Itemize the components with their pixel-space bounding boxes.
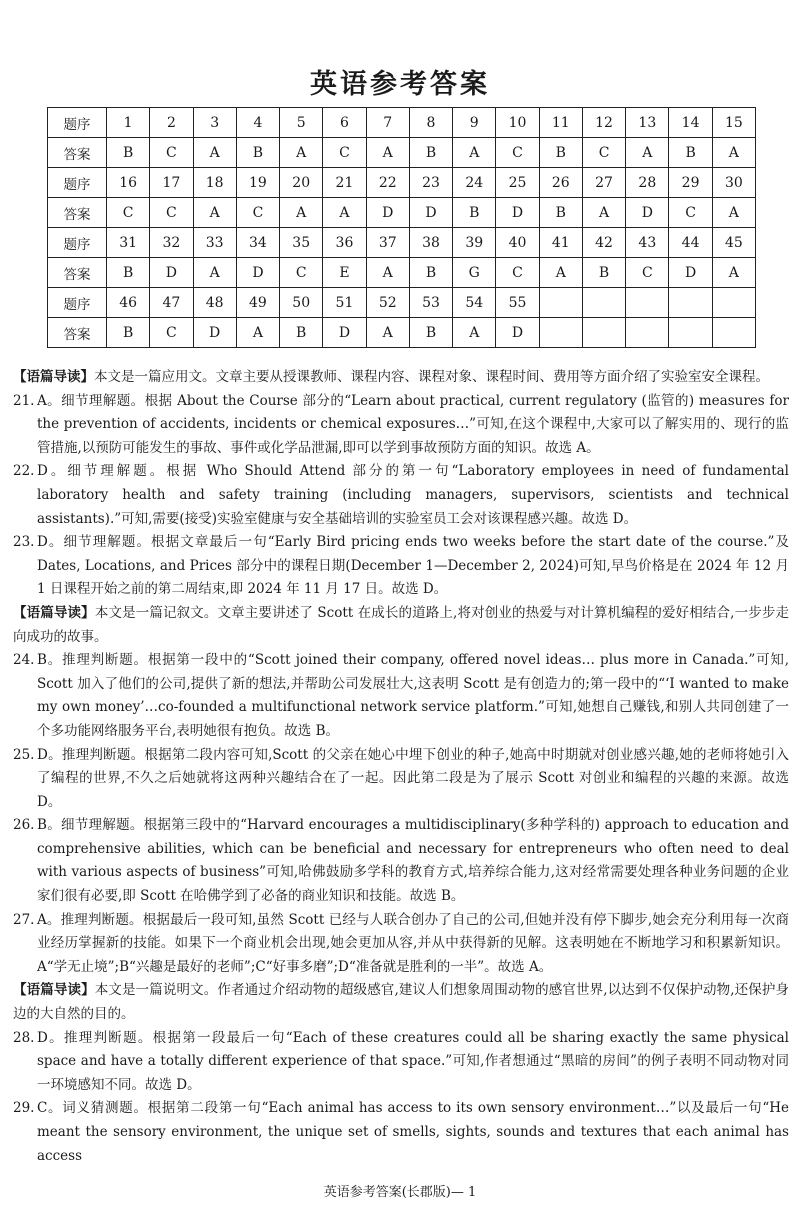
table-cell: D [496, 318, 539, 348]
table-cell: 9 [453, 108, 496, 138]
answer-table-row [48, 108, 756, 138]
table-cell: A [236, 318, 279, 348]
table-cell: D [366, 198, 409, 228]
table-cell: A [712, 258, 755, 288]
table-cell: C [323, 138, 366, 168]
page-footer: 英语参考答案(长郡版)— 1 [323, 1185, 477, 1200]
table-cell: 15 [712, 108, 755, 138]
table-cell: 14 [669, 108, 712, 138]
table-cell: A [193, 198, 236, 228]
table-cell: 46 [107, 288, 150, 318]
table-cell: 32 [150, 228, 193, 258]
table-cell: 17 [150, 168, 193, 198]
explanation-text: D。细节理解题。根据文章最后一句“Early Bird pricing ends two weeks before the start date of the course.”及 Dates, Locations, and Prices 部分中的课程日期(December 1—December 2, 2024)可知,早鸟价格是在 2024 年 12 月 1 日课程开始之前的第二周结束,即 2024 年 11 月 17 日。故选 D。 [37, 534, 789, 598]
table-cell: C [582, 138, 625, 168]
table-cell: 20 [280, 168, 323, 198]
answer-table-row [48, 258, 756, 288]
explanation-content [13, 366, 789, 1168]
question-explanation [13, 1097, 789, 1168]
table-cell: A [366, 318, 409, 348]
table-cell: 5 [280, 108, 323, 138]
table-cell [669, 288, 712, 318]
table-cell: D [323, 318, 366, 348]
table-cell: A [453, 318, 496, 348]
answer-table-row [48, 288, 756, 318]
table-cell: 44 [669, 228, 712, 258]
explanation-text: B。推理判断题。根据第一段中的“Scott joined their company, offered novel ideas… plus more in Canada.”可知, Scott 加入了他们的公司,提供了新的想法,并帮助公司发展壮大,这表明 Scott 是有创造力的;第一段中的“‘I wanted to make my own money’…co-founded a multifunctional network service platform.”可知,她想自己赚钱,和别人共同创建了一个多功能网络服务平台,表明她很有抱负。故选 B。 [37, 652, 789, 739]
table-cell: 27 [582, 168, 625, 198]
table-cell: A [366, 258, 409, 288]
table-cell: 45 [712, 228, 755, 258]
table-cell [712, 288, 755, 318]
question-explanation [13, 744, 789, 815]
table-cell: E [323, 258, 366, 288]
question-number: 21. [13, 392, 35, 409]
table-cell: B [107, 318, 150, 348]
table-cell: A [280, 138, 323, 168]
table-cell: 2 [150, 108, 193, 138]
explanation-text: B。细节理解题。根据第三段中的“Harvard encourages a multidisciplinary(多种学科的) approach to education and comprehensive abilities, which can be beneficial and necessary for entrepreneurs who often need to deal with various aspects of business”可知,哈佛鼓励多学科的教育方式,培养综合能力,这对经常需要处理各种业务问题的企业家们很有必要,即 Scott 在哈佛学到了必备的商业知识和技能。故选 B。 [37, 817, 789, 905]
table-cell: 47 [150, 288, 193, 318]
intro-text: 本文是一篇应用文。文章主要从授课教师、课程内容、课程对象、课程时间、费用等方面介绍了实验室安全课程。 [94, 369, 769, 385]
table-cell: 49 [236, 288, 279, 318]
table-cell: A [712, 198, 755, 228]
table-cell: C [107, 198, 150, 228]
table-cell [539, 318, 582, 348]
table-cell: 35 [280, 228, 323, 258]
question-number: 28. [13, 1029, 35, 1046]
table-cell: A [626, 138, 669, 168]
question-explanation [13, 909, 789, 980]
row-header: 题序 [48, 108, 107, 138]
row-header: 答案 [48, 318, 107, 348]
table-cell: D [193, 318, 236, 348]
table-cell: C [626, 258, 669, 288]
explanation-text: D。推理判断题。根据第一段最后一句“Each of these creatures could all be sharing exactly the same physical space and have a totally different experience of that space.”可知,作者想通过“黑暗的房间”的例子表明不同动物对同一环境感知不同。故选 D。 [37, 1029, 789, 1093]
table-cell: 12 [582, 108, 625, 138]
table-cell: 43 [626, 228, 669, 258]
table-cell: 42 [582, 228, 625, 258]
question-number: 24. [13, 652, 35, 669]
passage-intro [13, 602, 789, 649]
question-explanation [13, 1027, 789, 1098]
table-cell: 25 [496, 168, 539, 198]
table-cell: 55 [496, 288, 539, 318]
table-cell: A [193, 258, 236, 288]
table-cell: B [539, 138, 582, 168]
answer-table-row [48, 318, 756, 348]
table-cell: B [582, 258, 625, 288]
table-cell: 26 [539, 168, 582, 198]
table-cell: A [366, 138, 409, 168]
table-cell: 22 [366, 168, 409, 198]
table-cell: A [193, 138, 236, 168]
question-number: 25. [13, 746, 35, 763]
table-cell: 11 [539, 108, 582, 138]
table-cell: A [582, 198, 625, 228]
question-number: 27. [13, 911, 35, 928]
intro-tag: 【语篇导读】 [13, 604, 95, 621]
intro-text: 本文是一篇说明文。作者通过介绍动物的超级感官,建议人们想象周围动物的感官世界,以达到不仅保护动物,还保护身边的大自然的目的。 [13, 982, 790, 1023]
table-cell: 23 [409, 168, 452, 198]
explanation-text: D。推理判断题。根据第二段内容可知,Scott 的父亲在她心中埋下创业的种子,她高中时期就对创业感兴趣,她的老师将她引入了编程的世界,不久之后她就将这两种兴趣结合在了一起。因此第二段是为了展示 Scott 对创业和编程的兴趣的来源。故选 D。 [37, 746, 789, 810]
intro-text: 本文是一篇记叙文。文章主要讲述了 Scott 在成长的道路上,将对创业的热爱与对计算机编程的爱好相结合,一步步走向成功的故事。 [13, 604, 790, 645]
table-cell: B [107, 258, 150, 288]
table-cell [582, 318, 625, 348]
table-cell: 40 [496, 228, 539, 258]
table-cell: C [280, 258, 323, 288]
table-cell: 10 [496, 108, 539, 138]
table-cell: B [409, 258, 452, 288]
table-cell [539, 288, 582, 318]
table-cell [712, 318, 755, 348]
table-cell [669, 318, 712, 348]
table-cell: 54 [453, 288, 496, 318]
table-cell: 16 [107, 168, 150, 198]
table-cell: C [150, 318, 193, 348]
question-number: 29. [13, 1100, 35, 1117]
table-cell: B [539, 198, 582, 228]
table-cell: 30 [712, 168, 755, 198]
table-cell: B [236, 138, 279, 168]
table-cell: 53 [409, 288, 452, 318]
table-cell: C [236, 198, 279, 228]
table-cell: 3 [193, 108, 236, 138]
question-explanation [13, 531, 789, 602]
question-explanation [13, 390, 789, 461]
table-cell: D [236, 258, 279, 288]
table-cell: 31 [107, 228, 150, 258]
table-cell: G [453, 258, 496, 288]
table-cell: B [409, 138, 452, 168]
table-cell: 6 [323, 108, 366, 138]
table-cell: 37 [366, 228, 409, 258]
table-cell: C [496, 138, 539, 168]
table-cell: B [453, 198, 496, 228]
table-cell: 48 [193, 288, 236, 318]
answer-table-row [48, 138, 756, 168]
intro-tag: 【语篇导读】 [13, 369, 94, 385]
question-number: 23. [13, 534, 35, 551]
table-cell [626, 288, 669, 318]
table-cell: 38 [409, 228, 452, 258]
table-cell [582, 288, 625, 318]
passage-intro [13, 366, 789, 390]
table-cell: 4 [236, 108, 279, 138]
table-cell [626, 318, 669, 348]
explanation-text: A。推理判断题。根据最后一段可知,虽然 Scott 已经与人联合创办了自己的公司,但她并没有停下脚步,她会充分利用每一次商业经历掌握新的技能。如果下一个商业机会出现,她会更加从容,并从中获得新的见解。这表明她在不断地学习和积累新知识。A“学无止境”;B“兴趣是最好的老师”;C“好事多磨”;D“准备就是胜利的一半”。故选 A。 [37, 911, 789, 975]
table-cell: 51 [323, 288, 366, 318]
explanation-text: D。细节理解题。根据 Who Should Attend 部分的第一句“Laboratory employees in need of fundamental laboratory health and safety training (including managers, supervisors, scientists and technical assistants).”可知,需要(接受)实验室健康与安全基础培训的实验室员工会对该课程感兴趣。故选 D。 [37, 463, 789, 527]
table-cell: C [496, 258, 539, 288]
table-cell: D [150, 258, 193, 288]
table-cell: 1 [107, 108, 150, 138]
table-cell: 21 [323, 168, 366, 198]
table-cell: A [539, 258, 582, 288]
table-cell: 50 [280, 288, 323, 318]
table-cell: D [496, 198, 539, 228]
intro-tag: 【语篇导读】 [13, 982, 95, 999]
row-header: 题序 [48, 288, 107, 318]
answer-table-row [48, 198, 756, 228]
table-cell: 33 [193, 228, 236, 258]
table-cell: 34 [236, 228, 279, 258]
table-cell: 18 [193, 168, 236, 198]
table-cell: 41 [539, 228, 582, 258]
question-explanation [13, 649, 789, 743]
answer-table-row [48, 168, 756, 198]
row-header: 答案 [48, 138, 107, 168]
table-cell: A [453, 138, 496, 168]
table-cell: 52 [366, 288, 409, 318]
question-explanation [13, 460, 789, 531]
table-cell: D [409, 198, 452, 228]
table-cell: A [280, 198, 323, 228]
answer-table-row [48, 228, 756, 258]
table-cell: D [669, 258, 712, 288]
passage-intro [13, 979, 789, 1026]
table-cell: A [323, 198, 366, 228]
explanation-text: A。细节理解题。根据 About the Course 部分的“Learn about practical, current regulatory (监管的) measures for the prevention of accidents, incidents or chemical exposures…”可知,在这个课程中,大家可以了解实用的、现行的监管措施,以预防可能发生的事故、事件或化学品泄漏,即可以学到事故预防方面的知识。故选 A。 [37, 392, 789, 456]
table-cell: 8 [409, 108, 452, 138]
table-cell: C [150, 198, 193, 228]
table-cell: 39 [453, 228, 496, 258]
table-cell: 13 [626, 108, 669, 138]
question-number: 26. [13, 817, 35, 834]
table-cell: D [626, 198, 669, 228]
question-explanation [13, 814, 789, 908]
table-cell: C [669, 198, 712, 228]
table-cell: A [712, 138, 755, 168]
table-cell: 28 [626, 168, 669, 198]
table-cell: 36 [323, 228, 366, 258]
table-cell: 29 [669, 168, 712, 198]
table-cell: B [280, 318, 323, 348]
answer-table [47, 107, 756, 348]
table-cell: C [150, 138, 193, 168]
row-header: 答案 [48, 198, 107, 228]
question-number: 22. [13, 463, 35, 480]
table-cell: 24 [453, 168, 496, 198]
table-cell: B [669, 138, 712, 168]
table-cell: 19 [236, 168, 279, 198]
table-cell: 7 [366, 108, 409, 138]
row-header: 答案 [48, 258, 107, 288]
row-header: 题序 [48, 168, 107, 198]
row-header: 题序 [48, 228, 107, 258]
page-title: 英语参考答案 [310, 69, 490, 100]
table-cell: B [409, 318, 452, 348]
explanation-text: C。词义猜测题。根据第二段第一句“Each animal has access to its own sensory environment…”以及最后一句“He meant the sensory environment, the unique set of smells, sights, sounds and textures that each animal has access [37, 1100, 789, 1164]
table-cell: B [107, 138, 150, 168]
